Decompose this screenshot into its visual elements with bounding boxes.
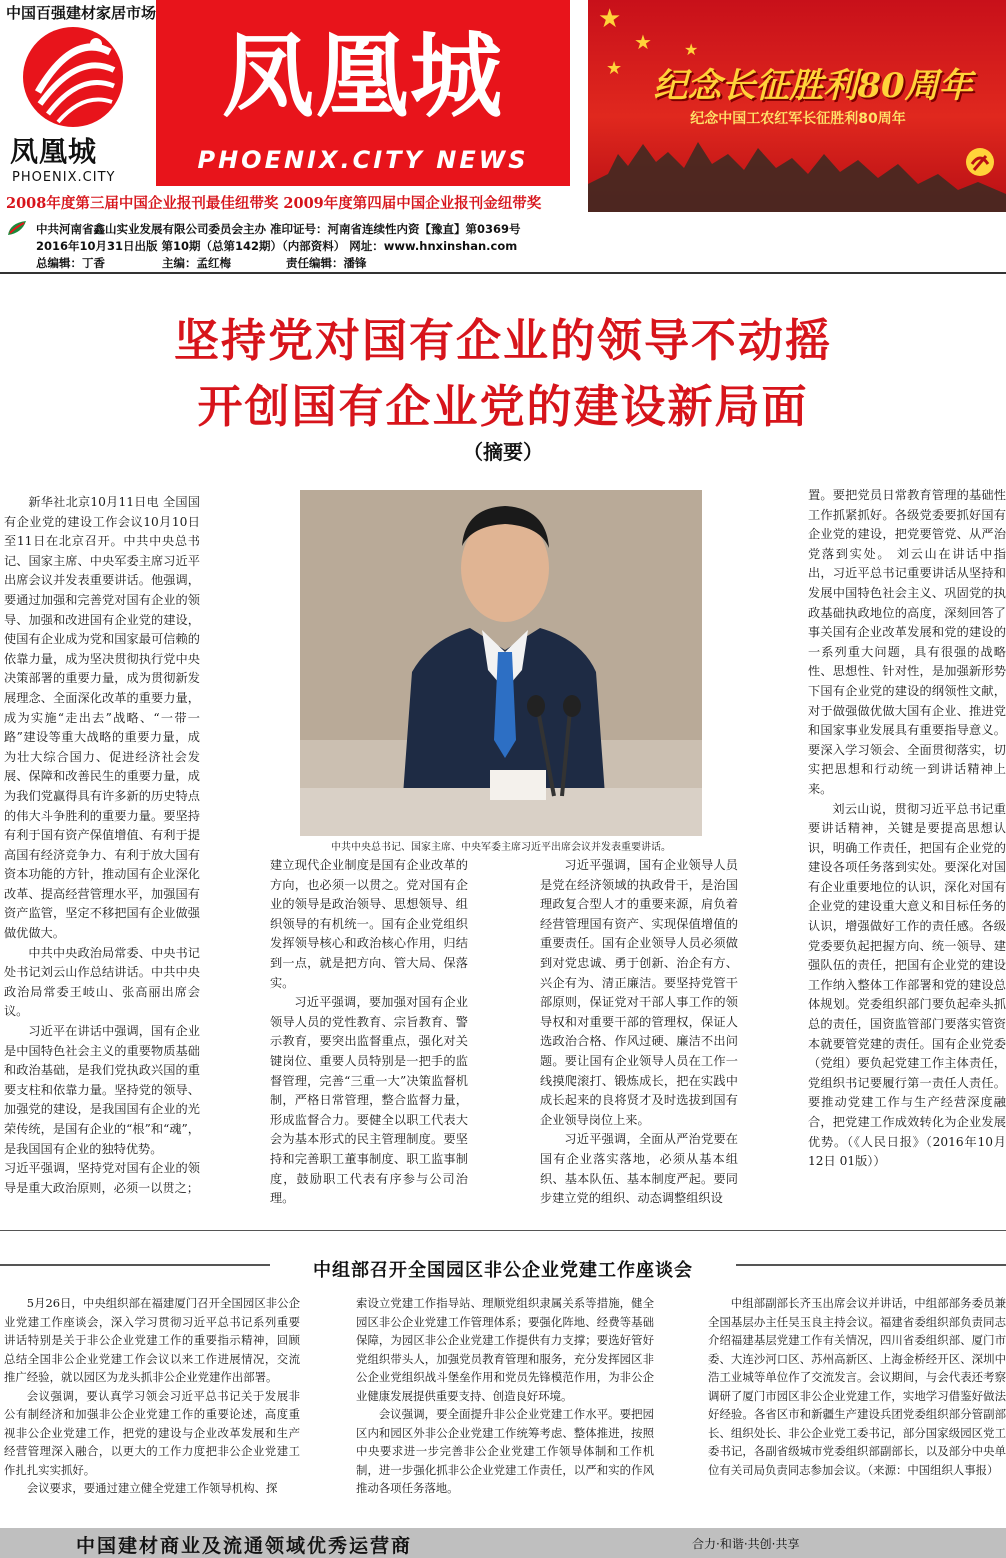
masthead-title: 凤凰城 [221,23,504,130]
paragraph: 习近平在讲话中强调，国有企业是中国特色社会主义的重要物质基础和政治基础，是我们党执政兴国的重要支柱和依靠力量。坚持党的领导、加强党的建设，是我国国有企业的光荣传统，是国有企业的“根”和“魂”，是我国国有企业的独特优势。 [4,1024,200,1156]
logo-name-cn: 凤凰城 [10,135,98,168]
section-divider [0,1230,1006,1231]
paragraph: 习近平强调，国有企业领导人员是党在经济领域的执政骨干，是治国理政复合型人才的重要来源，肩负着经营管理国有资产、实现保值增值的重要责任。国有企业领导人员必须做到对党忠诚、勇于创新、治企有方、兴企有为、清正廉洁。要坚持党管干部原则，保证党对干部人事工作的领导权和对重要干部的管理权，保证人选政治合格、作风过硬、廉洁不出问题。要让国有企业领导人员在工作一线摸爬滚打、锻炼成长，把在实践中成长起来的良将贤才及时选拔到国有企业领导岗位上来。 [540,858,738,1127]
footer-slogan: 中国建材商业及流通领域优秀运营商 [76,1535,413,1557]
award-line: 2008年度第三届中国企业报刊最佳纽带奖 2009年度第四届中国企业报刊金纽带奖 [6,195,542,212]
paragraph: 会议要求，要通过建立健全党建工作领导机构、探 [26,1481,278,1495]
editor-in-chief: 总编辑：丁香 [36,256,105,270]
paragraph: 5月26日，中央组织部在福建厦门召开全国园区非公企业党建工作座谈会，深入学习贯彻习近平总书记系列重要讲话特别是关于非公企业党建工作的重要指示精神，回顾总结全国非公企业党建工作会议以来工作进展情况，交流推广经验，就以园区为龙头抓非公企业党建作出部署。 [4,1296,300,1384]
article1-column-1 [4,493,200,1198]
star-icon: ★ [634,30,652,54]
anniversary-banner [588,0,1006,212]
paragraph: 置。要把党员日常教育管理的基础性工作抓紧抓好。各级党委要抓好国有企业党的建设，把党要管党、从严治党落到实处。 刘云山在讲话中指出，习近平总书记重要讲话从坚持和发展中国特色社会主义、巩固党的执政基础执政地位的高度，深刻回答了事关国有企业改革发展和党的建设的一系列重大问题，具有很强的战略性、思想性、针对性，是加强新形势下国有企业党的建设的纲领性文献，对于做强做优做大国有企业、推进党和国家事业发展具有重要指导意义。要深入学习领会、全面贯彻落实，切实把思想和行动统一到讲话精神上来。 [808,488,1006,796]
paragraph: 习近平强调，全面从严治党要在国有企业落实落地，必须从基本组织、基本队伍、基本制度严起。要同步建立党的组织、动态调整组织设 [540,1132,738,1206]
issue-info: 2016年10月31日出版 第10期（总第142期）（内部资料） 网址：www.hnxinshan.com [36,239,518,253]
headline-abstract-label: （摘要） [463,440,543,464]
paragraph: 中组部副部长齐玉出席会议并讲话，中组部部务委员兼全国基层办主任吴玉良主持会议。福建省委组织部负责同志介绍福建基层党建工作有关情况，四川省委组织部、厦门市委、大连沙河口区、苏州高新区、上海金桥经开区、深圳中浩工业城等单位作了交流发言。会议期间，与会代表还考察调研了厦门市园区非公企业党建工作，实地学习借鉴好做法好经验。各省区市和新疆生产建设兵团党委组织部分管副部长、组织处长、非公企业党工委书记，部分国家级园区党工委书记，各副省级城市党委组织部副部长，以及部分中央单位有关司局负责同志参加会议。（来源：中国组织人事报） [708,1296,1006,1477]
paragraph: 刘云山说，贯彻习近平总书记重要讲话精神，关键是要提高思想认识，明确工作责任，把国有企业党的建设各项任务落到实处。要深化对国有企业重要地位的认识，深化对国有企业党的建设重大意义和目标任务的认识，增强做好工作的责任感。各级党委要负起把握方向、统一领导、建强队伍的责任，把国有企业党的建设工作纳入整体工作部署和党的建设总体规划。党委组织部门要负起牵头抓总的责任，国资监管部门要落实管资本就要管党建的责任。国有企业党委（党组）要负起党建工作主体责任，党组织书记要履行第一责任人责任。要推动党建工作与生产经营深度融合，把党建工作成效转化为企业发展优势。（《人民日报》（2016年10月12日 01版）） [808,801,1006,1169]
star-icon: ★ [598,4,622,34]
phoenix-logo-icon [18,22,128,132]
publisher-info: 中共河南省鑫山实业发展有限公司委员会主办 准印证号：河南省连续性内资【豫直】第0369号 [36,222,521,236]
paragraph: 中共中央政治局常委、中央书记处书记刘云山作总结讲话。中共中央政治局常委王岐山、张高丽出席会议。 [4,945,200,1019]
article2-title: 中组部召开全国园区非公企业党建工作座谈会 [313,1260,693,1281]
article1-column-2 [270,856,468,1209]
soldiers-silhouette-image [588,124,1006,212]
article2-column-2 [356,1294,654,1498]
masthead [156,0,570,186]
article1-photo [300,490,702,836]
article1-column-3 [540,856,738,1209]
logo-name-en: PHOENIX.CITY [12,170,116,185]
headline-line-1: 坚持党对国有企业的领导不动摇 [173,314,832,367]
star-icon: ★ [606,58,623,79]
article2-column-3 [708,1294,1006,1479]
paragraph: 习近平强调，要加强对国有企业领导人员的党性教育、宗旨教育、警示教育，要突出监督重点，强化对关键岗位、重要人员特别是一把手的监督管理，完善“三重一大”决策监督机制，严格日常管理，整合监督力量，形成监督合力。要健全以职工代表大会为基本形式的民主管理制度。要坚持和完善职工董事制度、职工监事制度，鼓励职工代表有序参与公司治理。 [270,995,468,1206]
header-divider [0,272,1006,274]
leaf-logo-icon [6,219,28,237]
footer-bar [0,1528,1006,1558]
headline-line-2: 开创国有企业党的建设新局面 [197,380,809,433]
star-icon: ★ [684,40,699,59]
speaker-at-podium-image [300,490,702,836]
paragraph: 索设立党建工作指导站、理顺党组织隶属关系等措施，健全园区非公企业党建工作管理体系；要强化阵地、经费等基础保障，为园区非公企业党建工作提供有力支撑；要选好管好党组织带头人，加强党员教育管理和服务，充分发挥园区非公企业党组织战斗堡垒作用和党员先锋模范作用，为非公企业健康发展提供重要支持、创造良好环境。 [356,1296,654,1403]
paragraph: 新华社北京10月11日电 全国国有企业党的建设工作会议10月10日至11日在北京召开。中共中央总书记、国家主席、中央军委主席习近平出席会议并发表重要讲话。他强调，要通过加强和完善党对国有企业的领导、加强和改进国有企业党的建设，使国有企业成为党和国家最可信赖的依靠力量，成为坚决贯彻执行党中央决策部署的重要力量，成为贯彻新发展理念、全面深化改革的重要力量，成为实施“走出去”战略、“一带一路”建设等重大战略的重要力量，成为壮大综合国力、促进经济社会发展、保障和改善民生的重要力量，成为我们党赢得具有许多新的历史特点的伟大斗争胜利的重要力量。要坚持有利于国有资产保值增值、有利于提高国有经济竞争力、有利于放大国有资本功能的方针，推动国有企业深化改革、提高经营管理水平，加强国有资产监管，坚定不移把国有企业做强做优做大。 [4,495,200,941]
banner-title: 纪念长征胜利80周年 [653,66,973,106]
paragraph: 建立现代企业制度是国有企业改革的方向，也必须一以贯之。党对国有企业的领导是政治领导、思想领导、组织领导的有机统一。国有企业党组织发挥领导核心和政治核心作用，归结到一点，就是把方向、管大局、保落实。 [270,858,468,990]
photo-caption: 中共中央总书记、国家主席、中央军委主席习近平出席会议并发表重要讲话。 [331,842,671,853]
logo-tagline: 中国百强建材家居市场 [6,4,157,22]
paragraph: 会议强调，要认真学习领会习近平总书记关于发展非公有制经济和加强非公企业党建工作的重要论述，高度重视非公企业党建工作，把党的建设与企业改革发展和生产经营管理深入融合，以更大的工作力度把非公企业党建工作扎扎实实抓好。 [4,1388,300,1477]
article1-column-4 [808,486,1006,1172]
masthead-subtitle: PHOENIX.CITY NEWS [197,146,529,174]
paragraph: 会议强调，要全面提升非公企业党建工作水平。要把园区内和园区外非公企业党建工作统筹考虑、整体推进，按照中央要求进一步完善非公企业党建工作领导体制和工作机制，进一步强化抓非公企业党建工作责任，以严和实的作风推动各项任务落地。 [356,1407,654,1495]
responsible-editor: 责任编辑：潘锋 [286,256,367,270]
chief-editor: 主编：孟红梅 [162,256,231,270]
paragraph: 习近平强调，坚持党对国有企业的领导是重大政治原则，必须一以贯之； [4,1161,200,1195]
article2-column-1 [4,1294,300,1498]
banner-subtitle: 纪念中国工农红军长征胜利80周年 [690,111,906,127]
footer-motto: 合力·和谐·共创·共享 [692,1537,800,1551]
